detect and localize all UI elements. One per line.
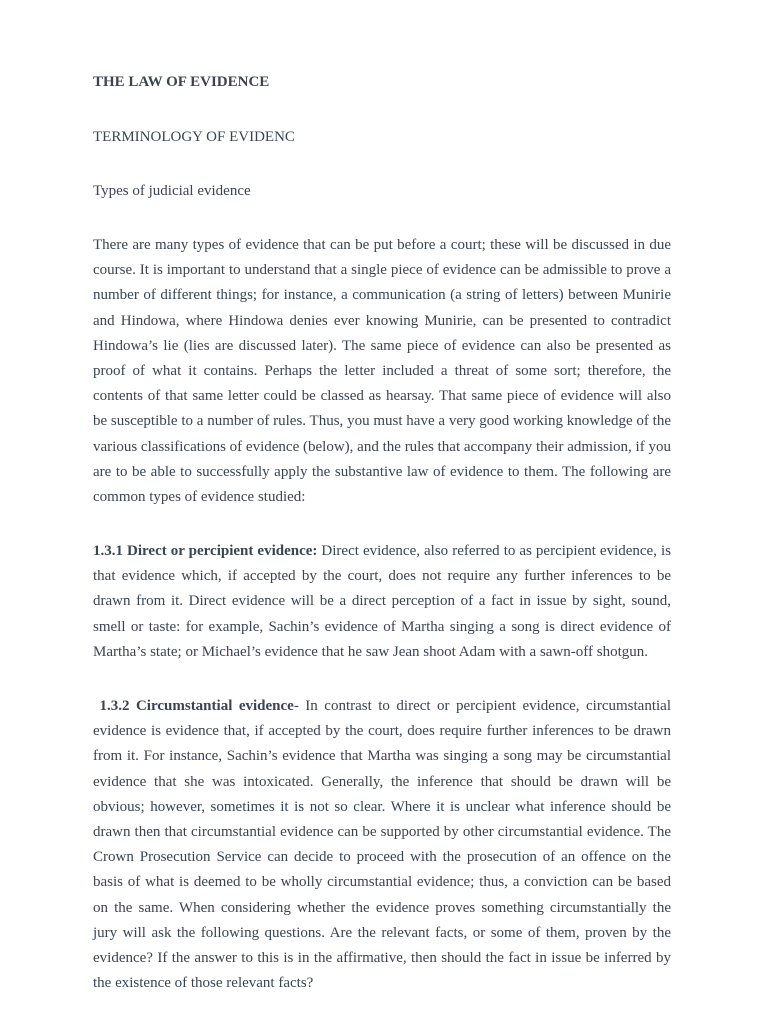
document-title: THE LAW OF EVIDENCE (93, 74, 270, 90)
paragraph-direct-evidence-lead: 1.3.1 Direct or percipient evidence: (93, 543, 318, 559)
paragraph-intro (93, 233, 671, 510)
paragraph-circumstantial-evidence-text: - In contrast to direct or percipient evidence, circumstantial evidence is evidence that, if accepted by the court, does require further inferences to be drawn from it. For instance, Sachin’s evidence that Martha was singing a song may be circumstantial evidence that she was intoxicated. Generally, the inference that should be drawn will be obvious; however, sometimes it is not so clear. Where it is unclear what inference should be drawn then that circumstantial evidence can be supported by other circumstantial evidence. The Crown Prosecution Service can decide to proceed with the prosecution of an offence on the basis of what is deemed to be wholly circumstantial evidence; thus, a conviction can be based on the same. When considering whether the evidence proves something circumstantially the jury will ask the following questions. Are the relevant facts, or some of them, proven by the evidence? If the answer to this is in the affirmative, then should the fact in issue be inferred by the existence of those relevant facts? (93, 698, 671, 992)
paragraph-circumstantial-evidence-lead: 1.3.2 Circumstantial evidence (93, 698, 294, 714)
paragraph-direct-evidence (93, 539, 671, 665)
section-heading: Types of judicial evidence (93, 183, 251, 199)
paragraph-intro-text: There are many types of evidence that can be put before a court; these will be discussed in due course. It is important to understand that a single piece of evidence can be admissible to prove a number of different things; for instance, a communication (a string of letters) between Munirie and Hindowa, where Hindowa denies ever knowing Munirie, can be presented to contradict Hindowa’s lie (lies are discussed later). The same piece of evidence can also be presented as proof of what it contains. Perhaps the letter included a threat of some sort; therefore, the contents of that same letter could be classed as hearsay. That same piece of evidence will also be susceptible to a number of rules. Thus, you must have a very good working knowledge of the various classifications of evidence (below), and the rules that accompany their admission, if you are to be able to successfully apply the substantive law of evidence to them. The following are common types of evidence studied: (93, 237, 671, 506)
document-subtitle: TERMINOLOGY OF EVIDENC (93, 129, 295, 145)
paragraph-circumstantial-evidence (93, 694, 671, 996)
paragraph-direct-evidence-text: Direct evidence, also referred to as percipient evidence, is that evidence which, if accepted by the court, does not require any further inferences to be drawn from it. Direct evidence will be a direct perception of a fact in issue by sight, sound, smell or taste: for example, Sachin’s evidence of Martha singing a song is direct evidence of Martha’s state; or Michael’s evidence that he saw Jean shoot Adam with a sawn-off shotgun. (93, 543, 671, 660)
